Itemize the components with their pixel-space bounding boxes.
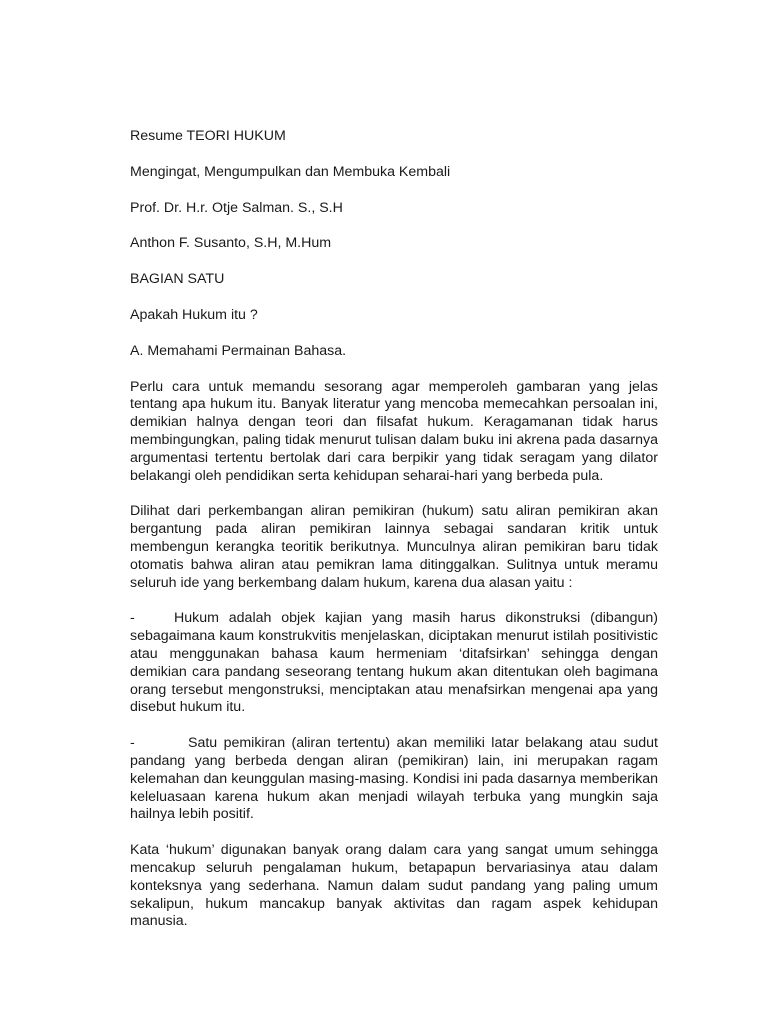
bullet-item-1 <box>130 610 658 717</box>
document-subtitle: Mengingat, Mengumpulkan dan Membuka Kembali <box>130 163 451 180</box>
section-question: Apakah Hukum itu ? <box>130 306 258 323</box>
bullet-marker: - <box>130 610 135 627</box>
paragraph-3: Kata ‘hukum’ digunakan banyak orang dalam cara yang sangat umum sehingga mencakup seluruh pengalaman hukum, betapapun bervariasinya atau dalam konteksnya yang sederhana. Namun dalam sudut pandang yang paling umum sekalipun, hukum mancakup banyak aktivitas dan ragam aspek kehidupan manusia. <box>130 842 658 930</box>
bullet-item-2 <box>130 735 658 824</box>
author-2: Anthon F. Susanto, S.H, M.Hum <box>130 235 332 252</box>
bullet-marker: - <box>130 735 135 752</box>
author-1: Prof. Dr. H.r. Otje Salman. S., S.H <box>130 199 343 216</box>
paragraph-2: Dilihat dari perkembangan aliran pemikiran (hukum) satu aliran pemikiran akan bergantung pada aliran pemikiran lainnya sebagai sandaran kritik untuk membengun kerangka teoritik berikutnya. Munculnya aliran pemikiran baru tidak otomatis bahwa aliran atau pemikran lama ditinggalkan. Sulitnya untuk meramu seluruh ide yang berkembang dalam hukum, karena dua alasan yaitu : <box>130 503 658 591</box>
bullet-text: Hukum adalah objek kajian yang masih harus dikonstruksi (dibangun) sebagaimana kaum konstrukvitis menjelaskan, diciptakan menurut istilah positivistic atau menggunakan bahasa kaum hermeniam ‘ditafsirkan’ sehingga dengan demikian cara pandang seseorang tentang hukum akan ditentukan oleh bagimana orang tersebut mengonstruksi, menciptakan atau menafsirkan mengenai apa yang disebut hukum itu. <box>130 610 658 716</box>
part-heading: BAGIAN SATU <box>130 271 225 288</box>
paragraph-1: Perlu cara untuk memandu sesorang agar memperoleh gambaran yang jelas tentang apa hukum itu. Banyak literatur yang mencoba memecahkan persoalan ini, demikian halnya dengan teori dan filsafat hukum. Keragamanan tidak harus membingungkan, paling tidak menurut tulisan dalam buku ini akrena pada dasarnya argumentasi tertentu bertolak dari cara berpikir yang tidak seragam yang dilator belakangi oleh pendidikan serta kehidupan seharai-hari yang berbeda pula. <box>130 378 658 484</box>
document-page <box>130 128 658 949</box>
bullet-text: Satu pemikiran (aliran tertentu) akan memiliki latar belakang atau sudut pandang yang berbeda dengan aliran (pemikiran) lain, ini merupakan ragam kelemahan dan keunggulan masing-masing. Kondisi ini pada dasarnya memberikan keleluasaan karena hukum akan menjadi wilayah terbuka yang mungkin saja hailnya lebih positif. <box>130 735 658 823</box>
resume-title: Resume TEORI HUKUM <box>130 128 286 144</box>
subsection-heading: A. Memahami Permainan Bahasa. <box>130 342 347 359</box>
